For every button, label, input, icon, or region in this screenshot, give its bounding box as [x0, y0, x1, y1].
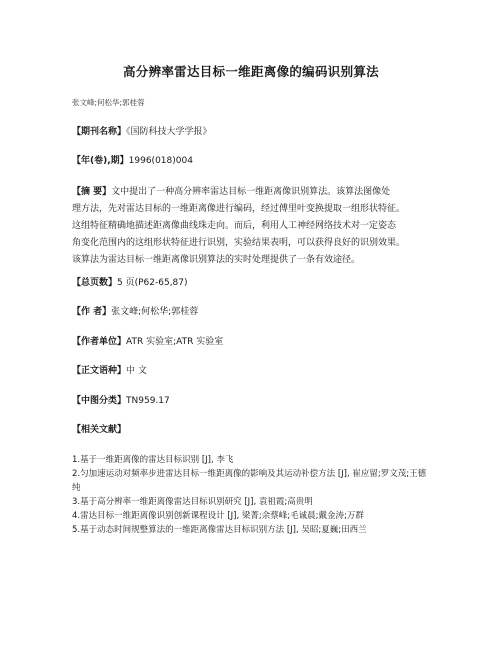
- language-value: 中 文: [126, 366, 147, 376]
- affiliation-field: [72, 336, 223, 349]
- classification-label: 【中图分类】: [72, 396, 127, 406]
- affiliation-label: 【作者单位】: [72, 337, 127, 347]
- author-field: [72, 306, 198, 319]
- journal-field: [72, 126, 212, 139]
- pages-label: 【总页数】: [72, 278, 118, 288]
- abstract-field: [72, 184, 434, 269]
- affiliation-value: ATR 实验室;ATR 实验室: [126, 337, 224, 347]
- classification-value: TN959.17: [126, 396, 170, 406]
- year-issue-value: 1996(018)004: [128, 156, 193, 166]
- list-item[interactable]: 4.雷达目标一维距离像识别创新课程设计 [J], 梁菁;余蔡峰;毛诚晨;戴金涛;万群: [72, 511, 364, 521]
- list-item[interactable]: 5.基于动态时间规整算法的一维距离像雷达目标识别方法 [J], 吴昭;夏巍;田西兰: [72, 525, 367, 535]
- abstract-line: 该算法为雷达目标一维距离像识别算法的实时处理提供了一条有效途径。: [72, 255, 361, 265]
- journal-label: 【期刊名称】: [72, 127, 127, 137]
- list-item[interactable]: 1.基于一维距离像的雷达目标识别 [J], 李飞: [72, 455, 234, 465]
- author-line: 张文峰;何松华;郭桂蓉: [72, 98, 145, 107]
- abstract-line: 理方法，先对雷达目标的一维距离像进行编码，经过傅里叶变换提取一组形状特征。: [72, 204, 406, 214]
- journal-value: 《国防科技大学学报》: [126, 127, 212, 137]
- classification-field: [72, 395, 170, 408]
- author-value: 张文峰;何松华;郭桂蓉: [111, 307, 199, 317]
- list-item[interactable]: 2.匀加速运动对频率步进雷达目标一维距离像的影响及其运动补偿方法 [J], 崔应留;罗文茂;王德纯: [72, 469, 427, 493]
- language-label: 【正文语种】: [72, 366, 127, 376]
- document-title: 高分辨率雷达目标一维距离像的编码识别算法: [122, 64, 379, 79]
- abstract-label: 【摘 要】: [72, 187, 112, 197]
- list-item[interactable]: 3.基于高分辨率一维距离像雷达目标识别研究 [J], 袁祖霞;高贵明: [72, 497, 313, 507]
- author-label: 【作 者】: [72, 307, 112, 317]
- abstract-line: 文中提出了一种高分辨率雷达目标一维距离像识别算法。该算法图像处: [111, 187, 391, 197]
- abstract-line: 这组特征精确地描述距离像曲线珠走向。而后，利用人工神经网络技术对一定姿态: [72, 221, 397, 231]
- year-issue-field: [72, 155, 193, 168]
- related-heading: [72, 424, 126, 437]
- year-issue-label: 【年(卷),期】: [72, 156, 129, 166]
- related-list: [72, 453, 432, 537]
- related-label: 【相关文献】: [72, 425, 127, 435]
- abstract-line: 角变化范围内的这组形状特征进行识别，实验结果表明，可以获得良好的识别效果。: [72, 238, 406, 248]
- language-field: [72, 365, 147, 378]
- pages-value: 5 页(P62-65,87): [117, 278, 188, 288]
- pages-field: [72, 277, 188, 290]
